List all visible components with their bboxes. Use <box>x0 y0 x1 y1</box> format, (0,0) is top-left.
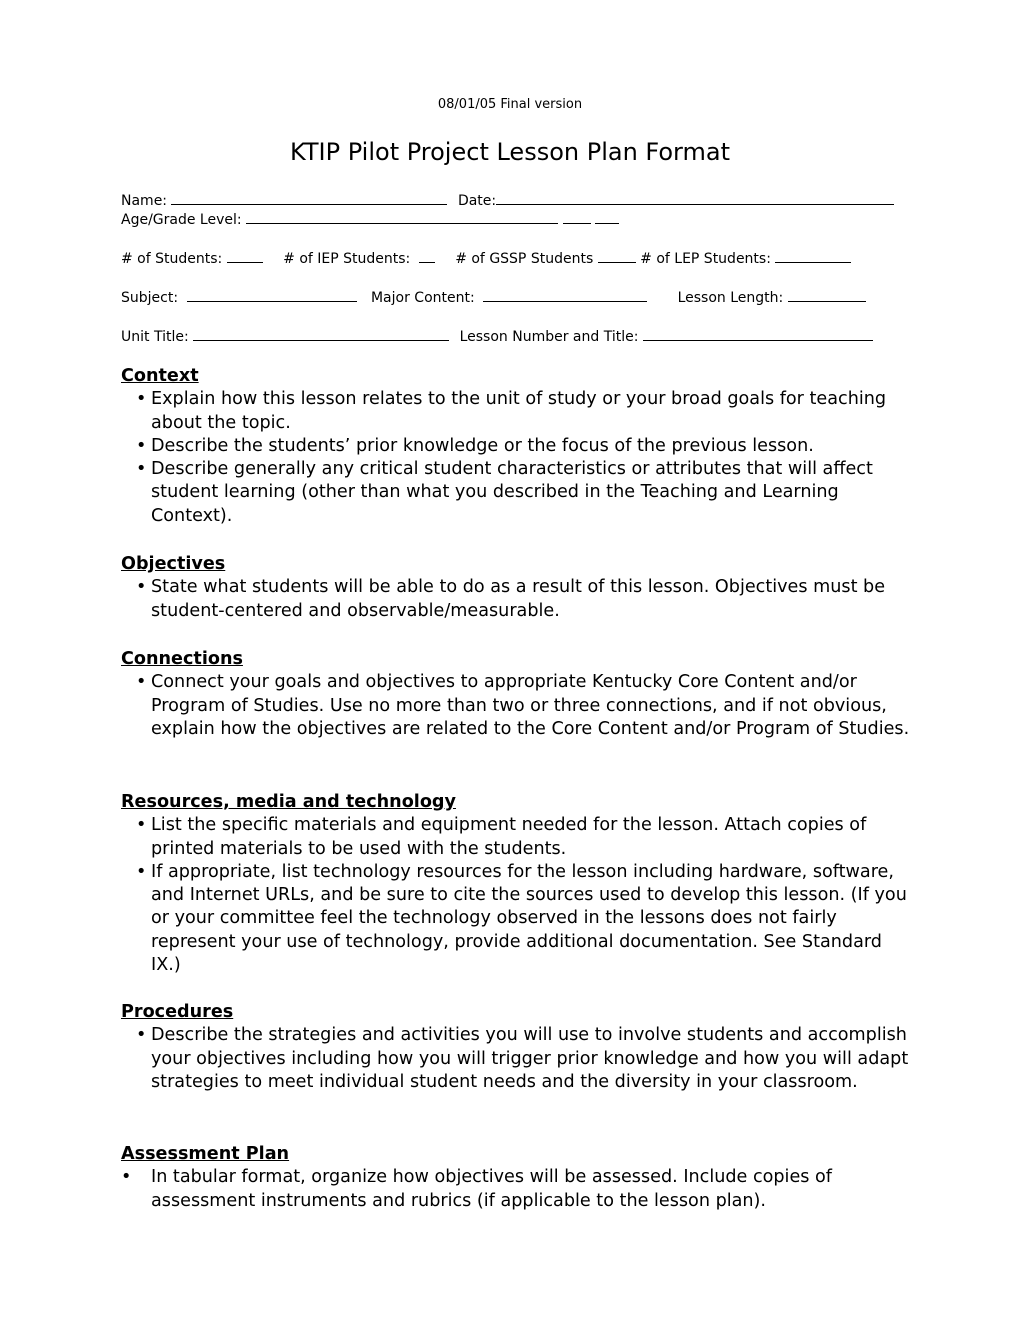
lesson-number-blank[interactable] <box>643 326 873 341</box>
lesson-length-label: Lesson Length: <box>677 290 784 306</box>
bullet-item: • Describe the strategies and activities you will use to involve students and accomplish your objectives including how you will trigger prior knowledge and how you will adapt strategies to meet individual student needs and the diversity in your classroom. <box>136 1025 909 1092</box>
date-label: Date: <box>457 193 497 209</box>
subject-label: Subject: <box>121 290 179 306</box>
section-assessment-plan <box>121 1143 911 1213</box>
bullet-dot-icon: • <box>121 1167 132 1188</box>
bullet-dot-icon: • <box>136 1025 147 1046</box>
students-blank[interactable] <box>227 248 263 263</box>
gssp-label: # of GSSP Students <box>455 251 594 267</box>
date-blank[interactable] <box>496 190 894 205</box>
section-resources <box>121 791 911 977</box>
lep-label: # of LEP Students: <box>640 251 771 267</box>
unit-title-label: Unit Title: <box>121 329 189 345</box>
section-procedures <box>121 1001 911 1094</box>
section-objectives <box>121 553 911 623</box>
unit-title-blank[interactable] <box>193 326 449 341</box>
name-date-line <box>121 190 894 209</box>
version-note: 08/01/05 Final version <box>437 97 583 112</box>
lesson-number-label: Lesson Number and Title: <box>459 329 639 345</box>
iep-label: # of IEP Students: <box>283 251 411 267</box>
section-heading: Objectives <box>121 554 226 574</box>
section-context <box>121 365 911 528</box>
bullet-dot-icon: • <box>136 861 147 882</box>
bullet-item: • Explain how this lesson relates to the unit of study or your broad goals for teaching about the topic. <box>136 389 887 433</box>
name-blank[interactable] <box>171 190 447 205</box>
subject-blank[interactable] <box>187 287 357 302</box>
bullet-item: • In tabular format, organize how objectives will be assessed. Include copies of assessment instruments and rubrics (if applicable to the lesson plan). <box>121 1167 832 1211</box>
gssp-blank[interactable] <box>598 248 636 263</box>
bullet-dot-icon: • <box>136 389 147 410</box>
bullet-item: • State what students will be able to do as a result of this lesson. Objectives must be student-centered and observable/measurable. <box>136 577 886 621</box>
age-grade-line <box>121 209 619 228</box>
bullet-dot-icon: • <box>136 672 147 693</box>
bullet-dot-icon: • <box>136 577 147 598</box>
age-grade-blank-2[interactable] <box>563 209 591 224</box>
bullet-item: • Describe generally any critical student characteristics or attributes that will affect student learning (other than what you described in the Teaching and Learning Context). <box>136 459 873 526</box>
section-heading: Assessment Plan <box>121 1144 290 1164</box>
bullet-item: • Connect your goals and objectives to appropriate Kentucky Core Content and/or Program of Studies. Use no more than two or three connections, and if not obvious, explain how the objectives are related to the Core Content and/or Program of Studies. <box>136 672 910 739</box>
bullet-item: • If appropriate, list technology resources for the lesson including hardware, software, and Internet URLs, and be sure to cite the sources used to develop this lesson. (If you or your committee feel the technology observed in the lessons does not fairly represent your use of technology, provide additional documentation. See Standard IX.) <box>136 861 907 976</box>
iep-blank[interactable] <box>419 248 435 263</box>
subject-line <box>121 287 866 306</box>
lesson-length-blank[interactable] <box>788 287 866 302</box>
section-heading: Connections <box>121 649 243 669</box>
document-title: KTIP Pilot Project Lesson Plan Format <box>290 138 730 166</box>
age-grade-label: Age/Grade Level: <box>121 212 242 228</box>
lep-blank[interactable] <box>775 248 851 263</box>
age-grade-blank[interactable] <box>246 209 558 224</box>
bullet-dot-icon: • <box>136 815 147 836</box>
name-label: Name: <box>121 193 168 209</box>
age-grade-blank-3[interactable] <box>595 209 619 224</box>
section-connections <box>121 648 911 741</box>
students-label: # of Students: <box>121 251 223 267</box>
major-content-label: Major Content: <box>370 290 475 306</box>
bullet-dot-icon: • <box>136 435 147 456</box>
bullet-dot-icon: • <box>136 459 147 480</box>
major-content-blank[interactable] <box>483 287 647 302</box>
section-heading: Context <box>121 366 199 386</box>
student-counts-line <box>121 248 851 267</box>
bullet-item: • List the specific materials and equipment needed for the lesson. Attach copies of printed materials to be used with the students. <box>136 815 867 859</box>
section-heading: Resources, media and technology <box>121 792 456 812</box>
unit-title-line <box>121 326 873 345</box>
section-heading: Procedures <box>121 1002 234 1022</box>
bullet-item: • Describe the students’ prior knowledge or the focus of the previous lesson. <box>121 435 911 458</box>
